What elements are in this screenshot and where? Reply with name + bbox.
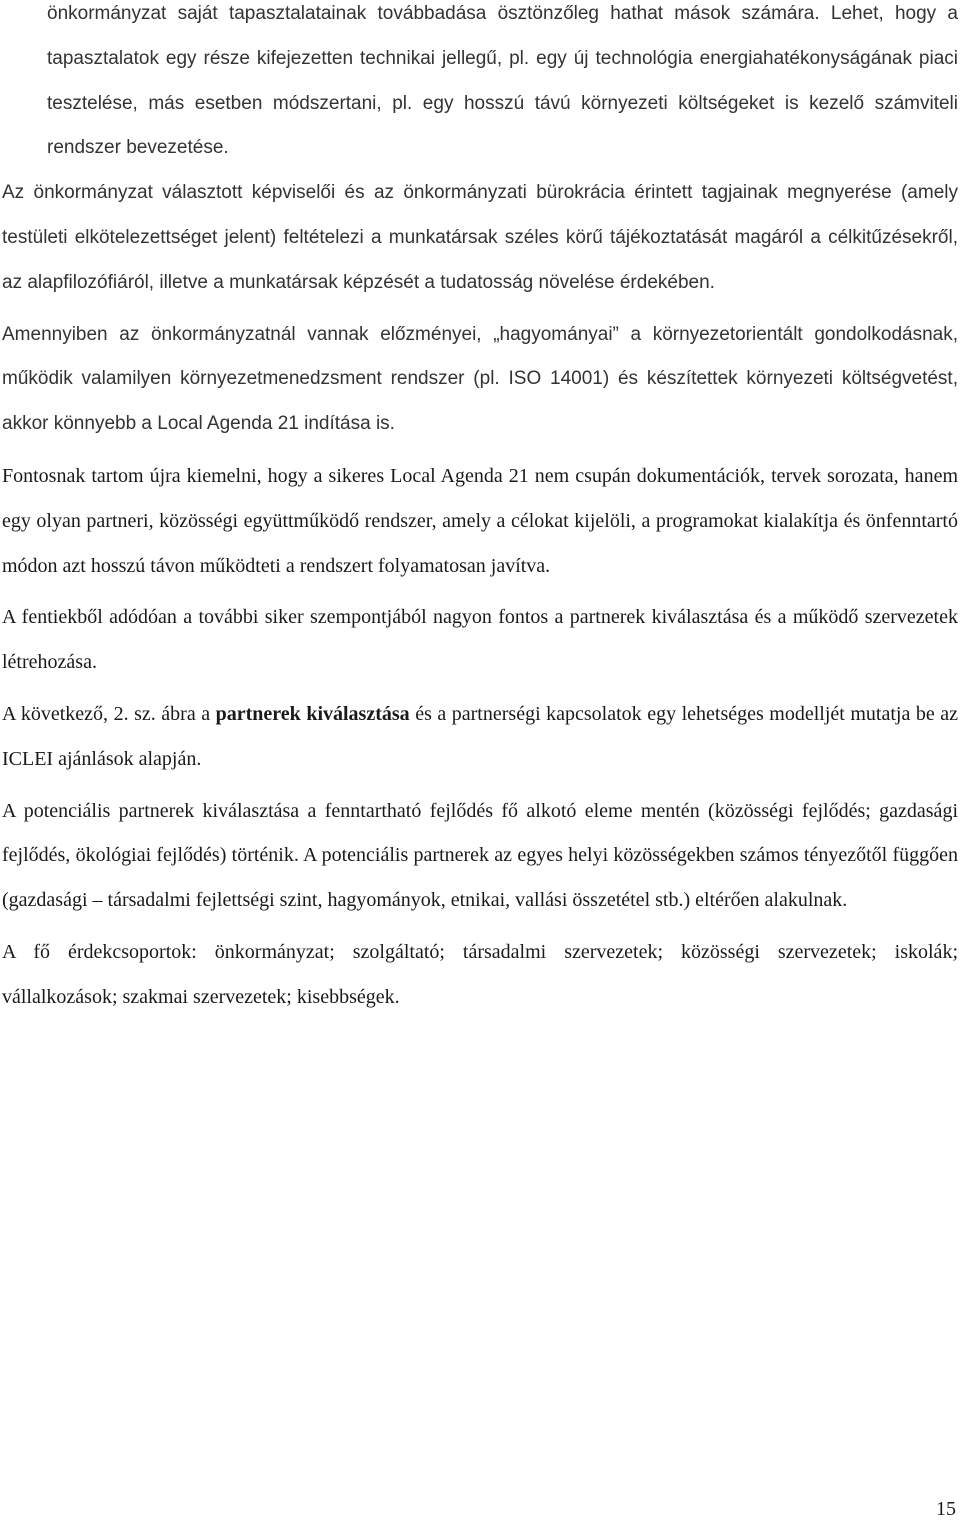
figure-ref-bold: partnerek kiválasztása — [215, 702, 410, 725]
paragraph-representatives: Az önkormányzat választott képviselői és az önkormányzati bürokrácia érintett tagjainak megnyerése (amely testületi elkötelezettséget jelent) feltételezi a munkatársak széles körű tájékoztatását magáról a célkitűzésekről, az alapfilozófiáról, illetve a munkatársak képzését a tudatosság növelése érdekében. — [2, 182, 958, 293]
figure-ref-text-after: és a partnerségi kapcsolatok egy lehetséges modelljét mutatja be az ICLEI ajánlások alapján. — [2, 702, 959, 770]
paragraph-continued: önkormányzat saját tapasztalatainak továbbadása ösztönzőleg hathat mások számára. Lehet, hogy a tapasztalatok egy része kifejezetten technikai jellegű, pl. egy új technológia energiahatékonyságának piaci tesztelése, más esetben módszertani, pl. egy hosszú távú környezeti költségeket is kezelő számviteli rendszer bevezetése. — [47, 3, 958, 159]
document-body — [2, 0, 958, 1020]
paragraph-local-agenda: Fontosnak tartom újra kiemelni, hogy a sikeres Local Agenda 21 nem csupán dokumentációk, tervek sorozata, hanem egy olyan partneri, közösségi együttműködő rendszer, amely a célokat kijelöli, a programokat kialakítja és önfenntartó módon azt hosszú távon működteti a rendszert folyamatosan javítva. — [2, 464, 958, 577]
figure-ref-text-before: A következő, 2. sz. ábra a — [2, 702, 216, 725]
paragraph-figure-reference — [2, 692, 958, 782]
paragraph-antecedents: Amennyiben az önkormányzatnál vannak előzményei, „hagyományai” a környezetorientált gondolkodásnak, működik valamilyen környezetmenedzsment rendszer (pl. ISO 14001) és készítettek környezeti költségvetést, akkor könnyebb a Local Agenda 21 indítása is. — [2, 323, 958, 435]
page-number: 15 — [936, 1498, 956, 1520]
paragraph-potential-partners: A potenciális partnerek kiválasztása a fenntartható fejlődés fő alkotó eleme mentén (közösségi fejlődés; gazdasági fejlődés, ökológiai fejlődés) történik. A potenciális partnerek az egyes helyi közösségekben számos tényezőtől függően (gazdasági – társadalmi fejlettségi szint, hagyományok, etnikai, vallási összetétel stb.) eltérően alakulnak. — [2, 799, 958, 912]
paragraph-partner-selection: A fentiekből adódóan a további siker szempontjából nagyon fontos a partnerek kiválasztása és a működő szervezetek létrehozása. — [2, 606, 958, 674]
paragraph-interest-groups: A fő érdekcsoportok: önkormányzat; szolgáltató; társadalmi szervezetek; közösségi szervezetek; iskolák; vállalkozások; szakmai szervezetek; kisebbségek. — [2, 940, 958, 1008]
